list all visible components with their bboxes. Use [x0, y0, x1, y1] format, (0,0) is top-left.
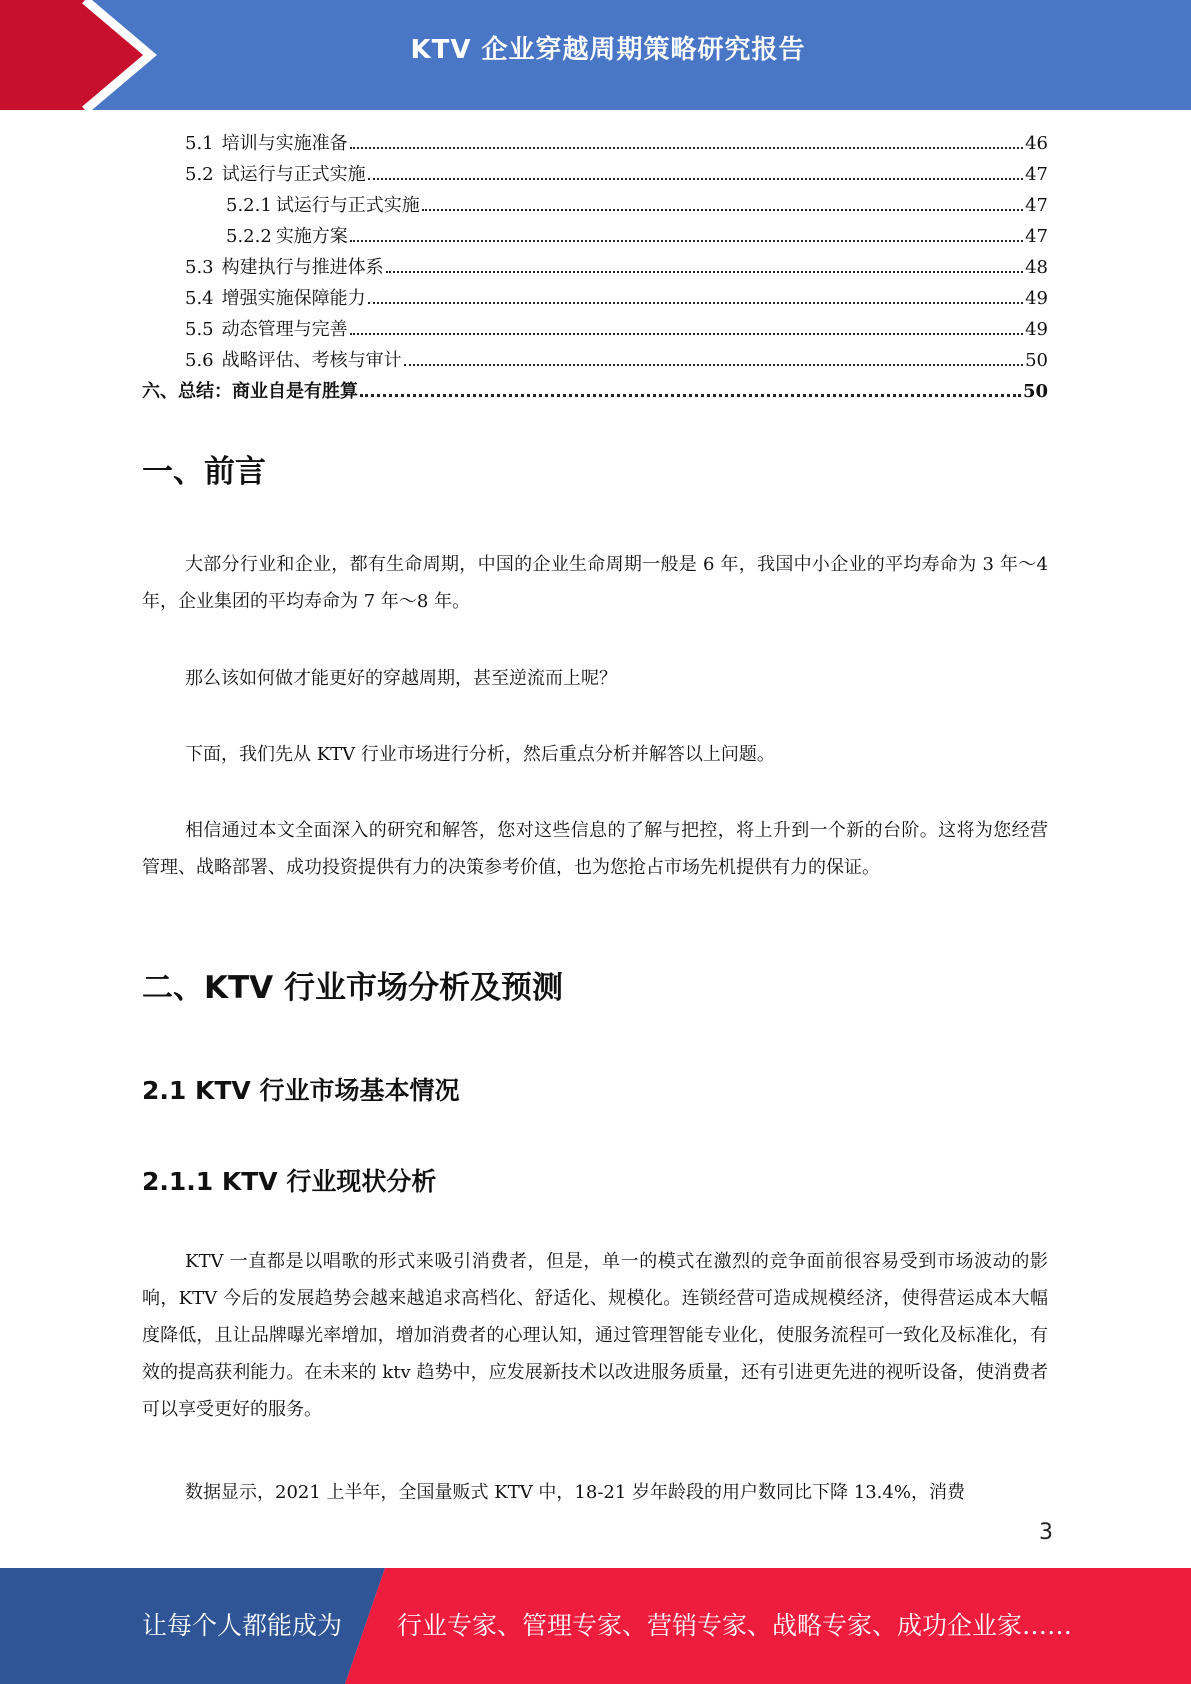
toc-entry[interactable]	[142, 252, 1048, 283]
toc-number: 5.2.2	[226, 226, 272, 247]
paragraph: 下面，我们先从 KTV 行业市场进行分析，然后重点分析并解答以上问题。	[185, 744, 775, 765]
subsection-heading: 2.1.1 KTV 行业现状分析	[142, 1167, 437, 1196]
toc-title: 培训与实施准备	[221, 133, 348, 154]
toc-title: 试运行与正式实施	[221, 164, 366, 185]
toc-title: 战略评估、考核与审计	[221, 350, 402, 371]
toc-number: 5.6	[185, 350, 214, 371]
page-footer	[0, 1568, 1191, 1684]
toc-leader	[360, 394, 1021, 397]
toc-leader	[350, 240, 1023, 242]
page-number: 3	[1039, 1520, 1053, 1545]
toc-entry[interactable]	[142, 314, 1048, 345]
page-header	[0, 0, 1191, 110]
toc-title: 试运行与正式实施	[275, 195, 420, 216]
toc-number: 5.4	[185, 288, 214, 309]
toc-leader	[368, 178, 1023, 180]
toc-title: 六、总结：商业自是有胜算	[142, 381, 358, 402]
toc-page: 47	[1025, 195, 1048, 216]
toc-page: 49	[1025, 319, 1048, 340]
toc-number: 5.3	[185, 257, 214, 278]
toc-number: 5.5	[185, 319, 214, 340]
toc-entry[interactable]	[142, 159, 1048, 190]
toc-number: 5.1	[185, 133, 214, 154]
toc-leader	[386, 271, 1023, 273]
paragraph: KTV 一直都是以唱歌的形式来吸引消费者，但是，单一的模式在激烈的竞争面前很容易受到市场波动的影响，KTV 今后的发展趋势会越来越追求高档化、舒适化、规模化。连锁经营可造成规模经济，使得营运成本大幅度降低，且让品牌曝光率增加，增加消费者的心理认知，通过管理智能专业化，使服务流程可一致化及标准化，有效的提高获利能力。在未来的 ktv 趋势中，应发展新技术以改进服务质量，还有引进更先进的视听设备，使消费者可以享受更好的服务。	[142, 1251, 1048, 1420]
toc-entry[interactable]	[142, 345, 1048, 376]
toc-title: 构建执行与推进体系	[221, 257, 384, 278]
toc-leader	[350, 333, 1023, 335]
paragraph: 相信通过本文全面深入的研究和解答，您对这些信息的了解与把控，将上升到一个新的台阶。这将为您经营管理、战略部署、成功投资提供有力的决策参考价值，也为您抢占市场先机提供有力的保证。	[142, 820, 1048, 878]
section-heading-market: 二、KTV 行业市场分析及预测	[142, 970, 563, 1006]
section-heading-preface: 一、前言	[142, 454, 266, 490]
toc-page: 46	[1025, 133, 1048, 154]
toc-title: 实施方案	[275, 226, 348, 247]
report-title: KTV 企业穿越周期策略研究报告	[410, 35, 806, 65]
toc-entry[interactable]	[142, 190, 1048, 221]
toc-leader	[422, 209, 1023, 211]
toc-page: 50	[1025, 350, 1048, 371]
toc-page: 47	[1025, 164, 1048, 185]
toc-entry[interactable]	[142, 283, 1048, 314]
footer-slogan-right: 行业专家、管理专家、营销专家、战略专家、成功企业家……	[397, 1611, 1073, 1640]
toc-number: 5.2	[185, 164, 214, 185]
toc-page: 47	[1025, 226, 1048, 247]
toc-entry[interactable]	[142, 128, 1048, 159]
toc-title: 增强实施保障能力	[221, 288, 366, 309]
toc-page: 50	[1022, 381, 1048, 402]
paragraph: 那么该如何做才能更好的穿越周期，甚至逆流而上呢？	[185, 668, 617, 689]
toc-leader	[368, 302, 1023, 304]
table-of-contents	[142, 128, 1048, 407]
toc-leader	[404, 364, 1023, 366]
toc-leader	[350, 147, 1023, 149]
toc-entry-chapter[interactable]	[142, 376, 1048, 407]
toc-number: 5.2.1	[226, 195, 272, 216]
subsection-heading: 2.1 KTV 行业市场基本情况	[142, 1076, 460, 1105]
toc-page: 48	[1025, 257, 1048, 278]
toc-page: 49	[1025, 288, 1048, 309]
paragraph: 数据显示，2021 上半年，全国量贩式 KTV 中，18-21 岁年龄段的用户数同比下降 13.4%，消费	[185, 1482, 965, 1503]
footer-slogan-left: 让每个人都能成为	[142, 1611, 343, 1640]
toc-title: 动态管理与完善	[221, 319, 348, 340]
toc-entry[interactable]	[142, 221, 1048, 252]
paragraph: 大部分行业和企业，都有生命周期，中国的企业生命周期一般是 6 年，我国中小企业的平均寿命为 3 年～4 年，企业集团的平均寿命为 7 年～8 年。	[142, 554, 1048, 612]
